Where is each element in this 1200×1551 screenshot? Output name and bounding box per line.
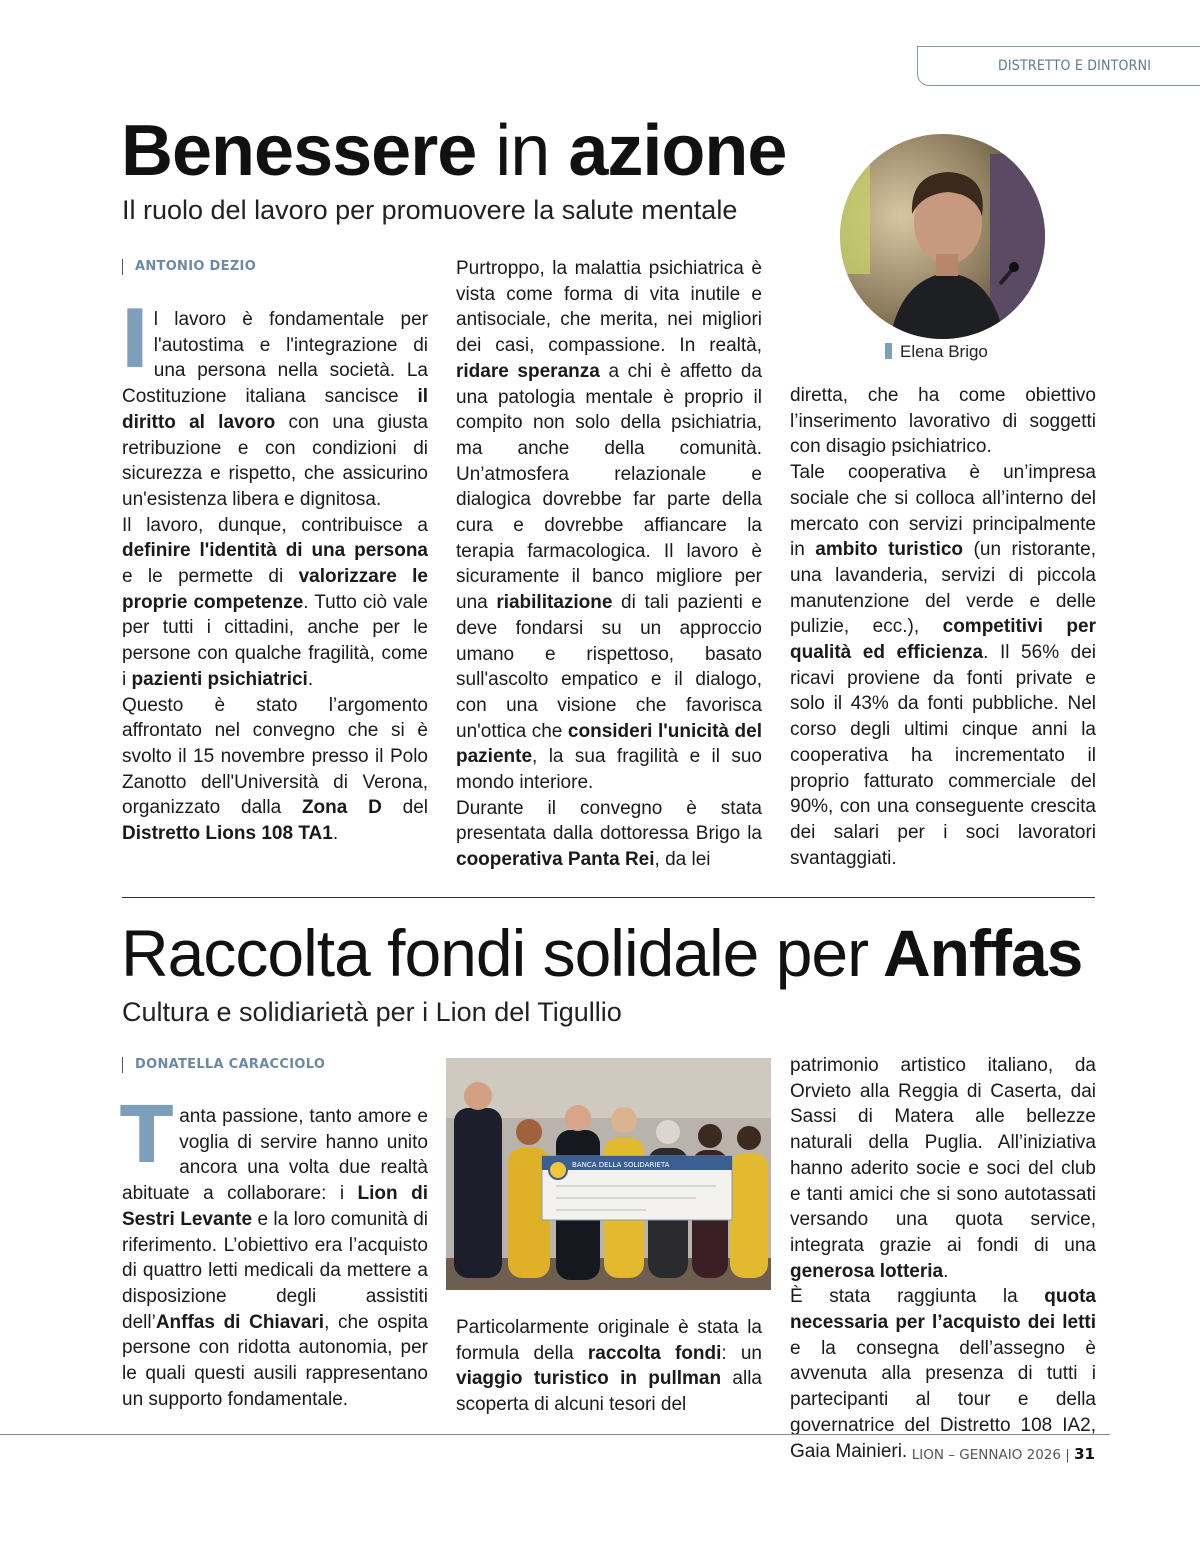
group-photo bbox=[446, 1058, 771, 1290]
a1c3-text bbox=[790, 383, 1096, 871]
article1-col2-text bbox=[456, 256, 762, 873]
body-text: : un bbox=[721, 1342, 762, 1364]
body-text: , da lei bbox=[654, 849, 711, 871]
body-text: . bbox=[943, 1260, 949, 1282]
article2-column-1 bbox=[120, 1091, 428, 1412]
emphasis-text: valorizzare le proprie competenze bbox=[122, 566, 429, 613]
article1-column-1 bbox=[120, 293, 429, 847]
emphasis-text: consideri l'unicità del paziente bbox=[456, 720, 762, 768]
article1-column-3 bbox=[790, 383, 1096, 871]
article1-dropcap: I bbox=[120, 293, 150, 386]
portrait-image bbox=[840, 134, 1045, 339]
body-text: , la sua fragilità e il suo mondo interiore. bbox=[456, 746, 762, 794]
body-text: . Il 56% dei ricavi proviene da fonti private e solo il 43% da fonti pubbliche. Nel corso degli ultimi cinque anni la cooperativa ha incrementato il proprio fatturato commerciale del 90%, con una conseguente crescita dei salari per i soci lavoratori svantaggiati. bbox=[790, 642, 1097, 869]
body-text: anta passione, tanto amore e voglia di servire hanno unito ancora una volta due realtà abituate a collaborare: i bbox=[122, 1106, 428, 1205]
emphasis-text: ridare speranza bbox=[456, 360, 600, 382]
section-tab bbox=[917, 46, 1200, 86]
article1-col1-flow bbox=[120, 293, 429, 845]
article1-title-part3: azione bbox=[568, 111, 787, 191]
caption-text: Elena Brigo bbox=[900, 342, 988, 361]
emphasis-text: pazienti psichiatrici bbox=[131, 668, 308, 690]
article2-dropcap: T bbox=[120, 1091, 174, 1181]
emphasis-text: il diritto al lavoro bbox=[122, 386, 428, 433]
page-footer bbox=[912, 1445, 1095, 1463]
article2-col2-text bbox=[456, 1315, 762, 1418]
body-text: (un ristorante, una lavanderia, servizi di piccola manutenzione del verde e delle pulizie, ecc.), bbox=[790, 539, 1096, 638]
body-text: Il lavoro, dunque, contribuisce a bbox=[122, 514, 428, 536]
article2-title bbox=[121, 915, 1082, 991]
article1-col2-flow bbox=[456, 258, 762, 870]
emphasis-text: Anffas di Chiavari bbox=[155, 1311, 325, 1333]
article-divider bbox=[122, 897, 1095, 898]
emphasis-text: quota necessaria per l’acquisto dei letti bbox=[790, 1286, 1096, 1334]
footer-label: LION – GENNAIO 2026 | bbox=[911, 1447, 1070, 1463]
article2-column-3 bbox=[790, 1053, 1096, 1464]
body-text: patrimonio artistico italiano, da Orvieto alla Reggia di Caserta, dai Sassi di Matera alle bellezze naturali della Puglia. All’iniziativa hanno aderito socie e soci del club e tanti amici che si sono autotassati versando una quota service, integrata grazie ai fondi di una bbox=[790, 1055, 1096, 1256]
body-text: . Tutto ciò vale per tutti i cittadini, anche per le persone con qualche fragilità, come i bbox=[122, 591, 428, 690]
a2c3-text bbox=[790, 1053, 1096, 1464]
body-text: Questo è stato l’argomento affrontato nel convegno che si è svolto il 15 novembre presso il Polo Zanotto dell'Università di Verona, organizzato dalla bbox=[122, 694, 428, 819]
article2-col2-flow bbox=[456, 1317, 762, 1415]
article1-title-part2: in bbox=[495, 111, 550, 191]
group-photo-image bbox=[446, 1058, 771, 1290]
article2-col1-text bbox=[120, 1091, 428, 1412]
article1-author: ANTONIO DEZIO bbox=[122, 259, 256, 275]
emphasis-text: ambito turistico bbox=[815, 539, 964, 561]
body-text: l lavoro è fondamentale per l'autostima e l'integrazione di una persona nella società. La Costituzione italiana sancisce bbox=[122, 309, 428, 408]
caption-marker bbox=[885, 343, 892, 359]
article1-col1-text bbox=[120, 293, 429, 847]
body-text: Purtroppo, la malattia psichiatrica è vista come forma di vita inutile e antisociale, che merita, nei migliori dei casi, compassione. In realtà, bbox=[456, 258, 762, 357]
body-text: del bbox=[381, 797, 429, 819]
body-text: con una giusta retribuzione e con condizioni di sicurezza e rispetto, che assicurino un'esistenza libera e dignitosa. bbox=[122, 411, 428, 510]
body-text: . bbox=[332, 823, 339, 845]
emphasis-text: Zona D bbox=[301, 797, 382, 819]
body-text: , che ospita persone con ridotta autonomia, per le quali questi ausili rappresentano un supporto fondamentale. bbox=[122, 1311, 428, 1410]
body-text: a chi è affetto da una patologia mentale è proprio il compito non solo della psichiatria, ma anche della comunità. Un’atmosfera relazionale e dialogica dovrebbe far parte della cura e dovrebbe affiancare la terapia farmacologica. Il lavoro è sicuramente il banco migliore per una bbox=[456, 360, 762, 614]
body-text: diretta, che ha come obiettivo l’inserimento lavorativo di soggetti con disagio psichiatrico. bbox=[790, 385, 1096, 458]
body-text: Particolarmente originale è stata la formula della bbox=[456, 1317, 762, 1364]
body-text: e le permette di bbox=[122, 566, 299, 588]
article1-column-2 bbox=[456, 256, 762, 873]
article2-title-part1: Raccolta fondi solidale per bbox=[121, 916, 869, 990]
body-text: . bbox=[307, 668, 314, 690]
portrait-caption bbox=[885, 342, 988, 362]
a2c3-flow bbox=[790, 1055, 1096, 1462]
emphasis-text: raccolta fondi bbox=[587, 1342, 722, 1364]
emphasis-text: cooperativa Panta Rei bbox=[456, 849, 655, 871]
footer-rule bbox=[0, 1434, 1110, 1435]
body-text: Durante il convegno è stata presentata dalla dottoressa Brigo la bbox=[456, 797, 762, 845]
check-bank-name: BANCA DELLA SOLIDARIETA bbox=[572, 1161, 670, 1169]
article2-column-2 bbox=[456, 1315, 762, 1418]
article2-subtitle: Cultura e solidiarietà per i Lion del Tigullio bbox=[122, 997, 622, 1027]
article1-subtitle: Il ruolo del lavoro per promuovere la salute mentale bbox=[122, 195, 738, 225]
emphasis-text: Distretto Lions 108 TA1 bbox=[122, 823, 333, 845]
emphasis-text: generosa lotteria bbox=[790, 1260, 944, 1282]
article2-author: DONATELLA CARACCIOLO bbox=[122, 1057, 325, 1073]
article1-title bbox=[121, 110, 786, 192]
emphasis-text: viaggio turistico in pullman bbox=[456, 1368, 722, 1390]
body-text: e la consegna dell’assegno è avvenuta alla presenza di tutti i partecipanti al tour e della governatrice del Distretto 108 IA2, Gaia Mainieri. bbox=[790, 1337, 1096, 1462]
emphasis-text: riabilitazione bbox=[496, 592, 613, 614]
emphasis-text: Lion di Sestri Levante bbox=[122, 1183, 428, 1230]
page-number: 31 bbox=[1074, 1445, 1095, 1463]
section-tab-label: DISTRETTO E DINTORNI bbox=[998, 58, 1152, 74]
author-portrait-photo bbox=[840, 134, 1045, 339]
a1c3-flow bbox=[790, 385, 1096, 869]
body-text: È stata raggiunta la bbox=[790, 1286, 1045, 1308]
emphasis-text: competitivi per qualità ed efficienza bbox=[790, 616, 1096, 664]
article2-title-part2: Anffas bbox=[883, 916, 1083, 990]
body-text: alla scoperta di alcuni tesori del bbox=[456, 1368, 762, 1416]
article1-title-part1: Benessere bbox=[121, 111, 477, 191]
emphasis-text: definire l'identità di una persona bbox=[122, 540, 428, 562]
body-text: Tale cooperativa è un’impresa sociale che si colloca all’interno del mercato con servizi principalmente in bbox=[790, 462, 1096, 561]
body-text: di tali pazienti e deve fondarsi su un approccio umano e rispettoso, basato sull'ascolto empatico e il dialogo, con una visione che favorisca un'ottica che bbox=[456, 592, 763, 742]
body-text: e la loro comunità di riferimento. L’obiettivo era l’acquisto di quattro letti medicali da mettere a disposizione degli assistiti dell’ bbox=[122, 1208, 428, 1333]
